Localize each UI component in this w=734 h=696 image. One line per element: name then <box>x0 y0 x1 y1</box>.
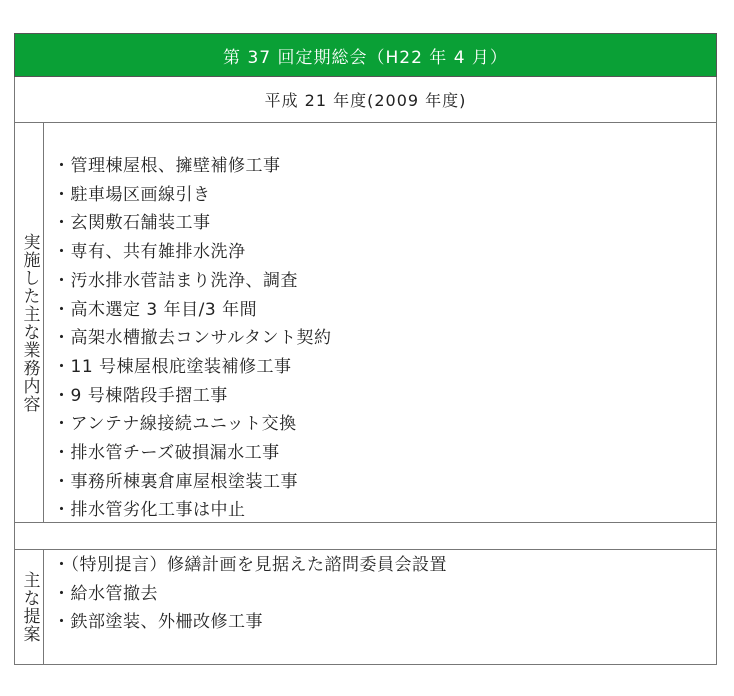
list-item: ・ 高架水槽撤去コンサルタント契約 <box>53 324 331 353</box>
list-item: ・ 高木選定 3 年目/3 年間 <box>53 296 331 325</box>
implemented-list <box>53 152 331 525</box>
implemented-label: 実施した主な業務内容 <box>19 232 40 413</box>
proposals-list <box>53 551 447 637</box>
proposals-section <box>14 550 717 665</box>
implemented-section <box>14 123 717 523</box>
list-item: ・ 専有、共有雑排水洗浄 <box>53 238 331 267</box>
list-item: ・ 汚水排水菅詰まり洗浄、調査 <box>53 267 331 296</box>
list-item: ・ 駐車場区画線引き <box>53 181 331 210</box>
implemented-label-cell <box>15 123 44 522</box>
list-item: ・ 鉄部塗装、外柵改修工事 <box>53 608 447 637</box>
list-item: ・ 玄関敷石舗装工事 <box>53 209 331 238</box>
list-item: ・ アンテナ線接続ユニット交換 <box>53 410 331 439</box>
minutes-table <box>14 33 717 665</box>
list-item: ・ 排水管チーズ破損漏水工事 <box>53 439 331 468</box>
list-item: ・ 管理棟屋根、擁壁補修工事 <box>53 152 331 181</box>
list-item: ・ 事務所棟裏倉庫屋根塗装工事 <box>53 468 331 497</box>
meeting-title: 第 37 回定期総会（H22 年 4 月） <box>14 33 717 77</box>
fiscal-year: 平成 21 年度(2009 年度) <box>14 77 717 123</box>
list-item: ・ 9 号棟階段手摺工事 <box>53 382 331 411</box>
proposals-label-cell <box>15 550 44 664</box>
list-item: ・ 給水管撤去 <box>53 580 447 609</box>
spacer-row <box>14 523 717 550</box>
list-item: ・ 11 号棟屋根庇塗装補修工事 <box>53 353 331 382</box>
proposals-label: 主な提案 <box>19 571 40 643</box>
list-item: ・ 排水管劣化工事は中止 <box>53 496 331 525</box>
list-item: ・ （特別提言）修繕計画を見据えた諮問委員会設置 <box>53 551 447 580</box>
